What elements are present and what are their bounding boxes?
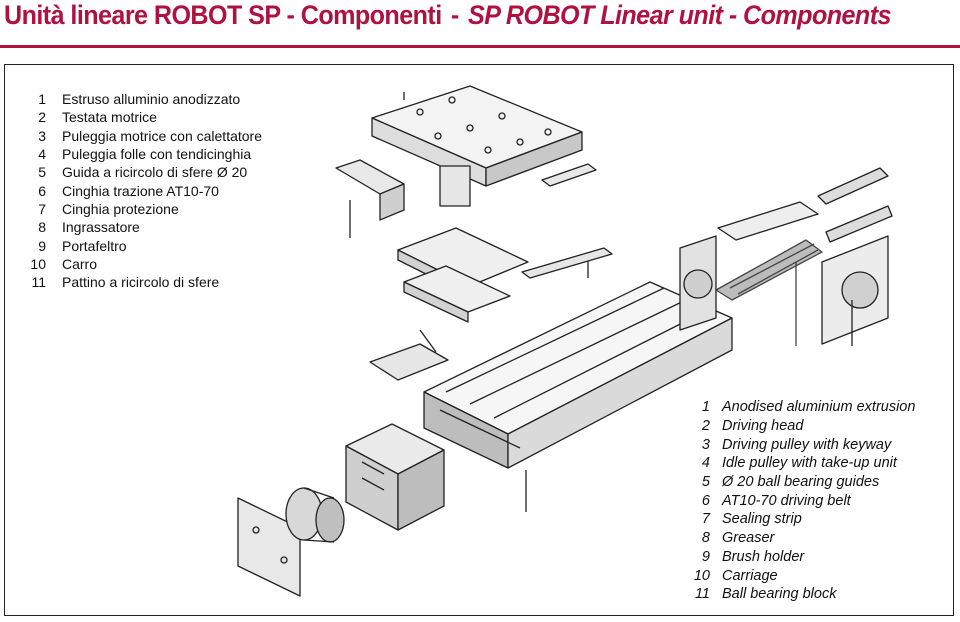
item-label: Testata motrice [62, 109, 157, 126]
item-number: 4 [701, 455, 710, 472]
item-number: 11 [31, 274, 46, 291]
driving-pulley [238, 488, 344, 596]
item-label: Portafeltro [62, 237, 127, 254]
item-label: Greaser [722, 530, 775, 547]
list-item [690, 398, 915, 417]
list-item [26, 90, 262, 108]
item-label: Anodised aluminium extrusion [722, 399, 916, 416]
item-number: 8 [701, 530, 710, 547]
item-label: Estruso alluminio anodizzato [62, 91, 241, 108]
item-label: Brush holder [722, 548, 805, 565]
legend-english [690, 398, 915, 604]
item-number: 5 [38, 164, 46, 181]
item-number: 1 [701, 399, 710, 416]
item-label: Idle pulley with take-up unit [722, 455, 897, 472]
list-item [26, 127, 262, 145]
item-number: 8 [38, 219, 46, 236]
item-label: Driving pulley with keyway [722, 436, 892, 453]
item-number: 1 [38, 91, 46, 108]
item-number: 5 [701, 474, 710, 491]
list-item [26, 255, 262, 273]
list-item [690, 417, 915, 436]
item-label: AT10-70 driving belt [722, 492, 851, 509]
item-label: Ø 20 ball bearing guides [722, 474, 880, 491]
item-label: Cinghia protezione [62, 200, 179, 217]
item-number: 11 [694, 586, 710, 603]
item-number: 9 [701, 548, 710, 565]
item-label: Ball bearing block [722, 586, 837, 603]
list-item [26, 200, 262, 218]
item-number: 2 [701, 418, 710, 435]
item-number: 7 [701, 511, 710, 528]
list-item [26, 236, 262, 254]
list-item [690, 435, 915, 454]
item-number: 3 [38, 127, 46, 144]
item-label: Driving head [722, 418, 804, 435]
list-item [690, 491, 915, 510]
title-separator: - [450, 0, 459, 30]
title-english: SP ROBOT Linear unit - Components [468, 0, 891, 30]
list-item [690, 585, 915, 604]
list-item [26, 145, 262, 163]
item-label: Pattino a ricircolo di sfere [62, 274, 220, 291]
list-item [690, 566, 915, 585]
item-number: 10 [30, 255, 46, 272]
list-item [26, 181, 262, 199]
item-label: Ingrassatore [62, 219, 140, 236]
end-block [346, 424, 444, 530]
legend-italian [26, 90, 262, 291]
list-item [26, 218, 262, 236]
item-label: Sealing strip [722, 511, 802, 528]
item-number: 9 [38, 237, 46, 254]
item-number: 7 [38, 200, 46, 217]
list-item [26, 108, 262, 126]
driving-head [680, 202, 818, 330]
list-item [26, 163, 262, 181]
item-label: Puleggia motrice con calettatore [62, 127, 262, 144]
item-number: 6 [701, 492, 710, 509]
item-number: 6 [38, 182, 46, 199]
list-item [26, 273, 262, 291]
list-item [690, 548, 915, 567]
item-number: 4 [38, 146, 46, 163]
idle-pulley-housing [818, 168, 892, 346]
list-item [690, 473, 915, 492]
item-label: Puleggia folle con tendicinghia [62, 146, 252, 163]
list-item [690, 529, 915, 548]
item-label: Cinghia trazione AT10-70 [62, 182, 219, 199]
list-item [690, 454, 915, 473]
list-item [690, 510, 915, 529]
item-label: Carro [62, 255, 98, 272]
item-number: 10 [693, 567, 710, 584]
item-label: Carriage [722, 567, 778, 584]
bearing-guides [350, 200, 612, 322]
title-italian: Unità lineare ROBOT SP - Componenti [4, 0, 442, 30]
item-label: Guida a ricircolo di sfere Ø 20 [62, 164, 248, 181]
item-number: 3 [701, 436, 710, 453]
item-number: 2 [38, 109, 46, 126]
